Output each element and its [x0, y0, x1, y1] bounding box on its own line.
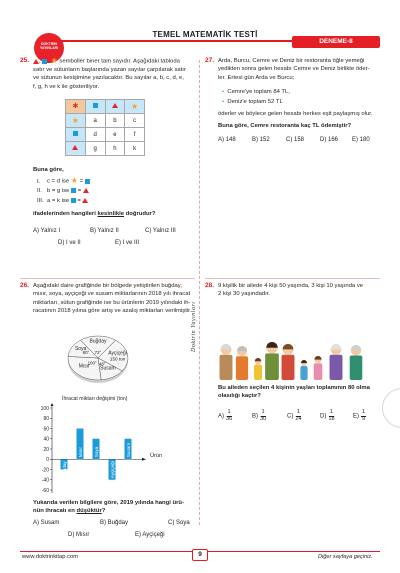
- bar-x-axis-arrow: [142, 458, 146, 461]
- side-brand-text: Doktrin Yayınları: [191, 301, 197, 353]
- q25-items: [37, 177, 187, 207]
- bar-y-tick-label: 20: [43, 446, 49, 453]
- pie-chart: [48, 322, 168, 394]
- person-hair: [283, 344, 294, 349]
- bar-y-tick-label: -60: [41, 487, 49, 494]
- bar-chart-xlabel: Ürün: [150, 453, 163, 459]
- pie-slice-label: Buğday: [89, 338, 107, 345]
- q25-option-a[interactable]: A) Yalnız I: [33, 228, 61, 234]
- grid-cell: c: [125, 114, 145, 128]
- q26-number: 26.: [20, 282, 30, 289]
- q27-question: Buna göre, Cemre restoranta kaç TL ödemiştir?: [218, 123, 352, 129]
- bar-y-tick-label: 40: [43, 436, 49, 443]
- square-icon: [71, 198, 76, 203]
- bar-category-label: Mısır: [77, 447, 83, 458]
- grid-row-square: [66, 128, 86, 142]
- bar-y-tick-label: 100: [40, 405, 49, 412]
- grid-cell: b: [105, 114, 125, 128]
- publisher-logo: DOKTRİN YAYINLARI: [34, 33, 64, 63]
- person-hair: [351, 345, 362, 350]
- q26-option-c[interactable]: C) Soya: [168, 520, 190, 526]
- person-body: [282, 355, 295, 380]
- bar-y-tick-label: -40: [41, 477, 49, 484]
- grid-cell: e: [105, 128, 125, 142]
- grid-header-square: [85, 100, 105, 114]
- square-icon: [73, 131, 78, 136]
- q27-option-e[interactable]: E) 180: [352, 137, 370, 143]
- q25-option-d[interactable]: D) I ve II: [58, 240, 81, 246]
- star-icon: ★: [70, 176, 78, 185]
- q28-option-b[interactable]: B) $\frac{1}{30}$: [252, 409, 267, 422]
- person-body: [300, 366, 307, 380]
- triangle-icon: [83, 188, 89, 193]
- deneme-badge: DENEME-8: [292, 36, 380, 48]
- person-body: [265, 353, 279, 380]
- pie-angle-label: 48°: [98, 361, 106, 367]
- page-edge-decoration: [382, 388, 400, 428]
- square-icon: [85, 179, 90, 184]
- triangle-icon: [72, 145, 78, 150]
- bar-y-tick-label: 80: [43, 416, 49, 423]
- right-question-separator: [205, 278, 380, 279]
- grid-cell: k: [125, 142, 145, 156]
- grid-corner-cell: [66, 100, 86, 114]
- person-hair: [266, 342, 277, 348]
- bar-y-tick-label: 0: [46, 457, 49, 464]
- triangle-icon: [112, 103, 118, 108]
- bar-chart: [22, 394, 192, 496]
- family-illustration: [218, 341, 378, 380]
- grid-row-star: [66, 114, 86, 128]
- bar-chart-ylabel: İhracat miktarı değişimi (ton): [62, 396, 128, 402]
- q27-number: 27.: [205, 57, 215, 64]
- q27-option-b[interactable]: B) 152: [252, 137, 270, 143]
- pie-angle-label: 72°: [94, 349, 102, 355]
- q28-option-a[interactable]: A) $\frac{1}{36}$: [218, 409, 233, 422]
- pie-slice-label: Ayçiçeği: [108, 350, 127, 357]
- grid-header-triangle: [105, 100, 125, 114]
- person-body: [236, 356, 248, 380]
- q28-number: 28.: [205, 282, 215, 289]
- q26-option-b[interactable]: B) Buğday: [100, 520, 129, 526]
- q27-bullets: [222, 87, 372, 107]
- grid-cell: a: [85, 114, 105, 128]
- person-hair: [314, 356, 321, 360]
- star-icon: ✱: [72, 102, 79, 110]
- q25-buna-gore: Buna göre,: [33, 167, 64, 173]
- grid-cell: d: [85, 128, 105, 142]
- q25-item-1: I. c = d ise ★ =: [37, 177, 187, 187]
- person-hair: [221, 344, 232, 349]
- page-number: 9: [192, 549, 208, 561]
- q27-bullet-2: • Deniz'e toplam 52 TL: [222, 99, 283, 106]
- multiplication-grid: [65, 99, 145, 156]
- q27-option-d[interactable]: D) 166: [320, 137, 339, 143]
- q25-intro: , , ★ semboller biner tam sayıdır. Aşağıdaki tabloda satır ve sütunların başlarında yazan sayılar çarpılarak satır ve sütunun kesişimine yazılacaktır. Bu sayılar a, b, c, d, e, f, g, h ve k ile gösteriliyor.: [33, 56, 186, 90]
- bar-y-tick-label: -20: [41, 467, 49, 474]
- bar-y-axis-arrow: [51, 403, 54, 406]
- q25-question: ifadelerinden hangileri kesinlikle doğrudur?: [33, 211, 156, 217]
- q28-option-e[interactable]: E) $\frac{1}{9}$: [353, 409, 366, 422]
- person-hair: [301, 360, 307, 363]
- footer-url: www.doktrinkitap.com: [22, 554, 79, 560]
- q26-option-e[interactable]: E) Ayçiçeği: [135, 532, 165, 538]
- q27-option-a[interactable]: A) 148: [218, 137, 236, 143]
- q28-question: Bu aileden seçilen 4 kişinin yaşları toplamının 80 olma olasılığı kaçtır?: [218, 385, 370, 400]
- footer-next-page: Diğer sayfaya geçiniz.: [318, 554, 373, 560]
- left-question-separator: [20, 278, 195, 279]
- person-body: [350, 356, 363, 381]
- star-icon: ★: [131, 101, 139, 111]
- pie-slice-label: Mısır: [78, 363, 90, 370]
- triangle-icon: [33, 59, 39, 64]
- bullet-icon: •: [222, 99, 225, 106]
- pie-slice-label: Susam: [100, 365, 116, 372]
- grid-cell: h: [105, 142, 125, 156]
- bar-category-label: Soya: [93, 446, 99, 458]
- pie-angle-label: 100°: [87, 360, 97, 366]
- person-hair: [331, 344, 342, 349]
- q27-bullet-1: • Cemre'ye toplam 84 TL,: [222, 89, 290, 95]
- square-icon: [93, 103, 98, 108]
- triangle-icon: [82, 198, 88, 203]
- star-icon: ★: [50, 56, 58, 65]
- person-body: [254, 365, 262, 380]
- pie-value-label: 150 ton: [109, 356, 126, 362]
- test-title: TEMEL MATEMATİK TESTİ: [152, 30, 258, 39]
- star-icon: ★: [71, 115, 79, 125]
- q25-item-3: III. a = k ise =: [37, 197, 187, 207]
- q25-option-b[interactable]: B) Yalnız II: [90, 228, 119, 234]
- bullet-icon: •: [222, 89, 225, 95]
- q26-question: Yukarıda verilen bilgilere göre, 2019 yılında hangi ürü- nün ihracatı en düşüktür?: [33, 500, 184, 515]
- person-body: [314, 363, 323, 380]
- person-hair: [237, 346, 247, 351]
- bar-category-label: Ayçiçeği: [109, 461, 115, 479]
- square-icon: [42, 59, 47, 64]
- q27-intro: Arda, Burcu, Cemre ve Deniz bir restoranta öğle yemeği yedikten sonra gelen hesabı Cemre ve Deniz birlikte öder- ler. Ertesi gün Arda ve Burcu;: [218, 58, 370, 81]
- q28-option-d[interactable]: D) $\frac{1}{18}$: [320, 409, 335, 422]
- bar-category-label: Susam: [125, 442, 131, 458]
- person-hair: [255, 358, 262, 361]
- person-body: [330, 355, 343, 380]
- q26-intro: Aşağıdaki daire grafiğinde bir bölgede yetiştirilen buğday, mısır, soya, ayçiçeği ve susam miktarlarının 2018 yılı ihracat miktarları, sütun grafiğinde ise bu ürünlerin 2019 yılındaki ih- racatının 2018 yılına göre artış ve azalış miktarları verilmiştir.: [33, 283, 192, 315]
- q25-option-c[interactable]: C) Yalnız III: [145, 228, 176, 234]
- square-icon: [71, 188, 76, 193]
- bar-category-label: Buğday: [61, 461, 67, 477]
- grid-cell: f: [125, 128, 145, 142]
- q28-intro: 9 kişilik bir ailede 4 kişi 50 yaşında, 3 kişi 10 yaşında ve 2 kişi 30 yaşındadır.: [218, 283, 364, 298]
- q27-option-c[interactable]: C) 158: [286, 137, 305, 143]
- q25-item-2: II. b = g ise =: [37, 187, 187, 197]
- q26-option-a[interactable]: A) Susam: [33, 520, 60, 526]
- pie-slice-label: Soya: [74, 345, 87, 352]
- bar-y-tick-label: 60: [43, 426, 49, 433]
- q25-number: 25.: [20, 57, 30, 64]
- q28-option-c[interactable]: C) $\frac{1}{24}$: [287, 409, 302, 422]
- grid-row-triangle: [66, 142, 86, 156]
- q26-option-d[interactable]: D) Mısır: [68, 532, 90, 538]
- person-body: [220, 355, 233, 380]
- q27-mid: öderler ve böylece gelen hesabı herkes eşit paylaşmış olur.: [218, 111, 373, 117]
- q25-option-e[interactable]: E) I ve III: [115, 240, 140, 246]
- pie-angle-label: 80°: [82, 350, 90, 355]
- grid-header-star: [125, 100, 145, 114]
- grid-cell: g: [85, 142, 105, 156]
